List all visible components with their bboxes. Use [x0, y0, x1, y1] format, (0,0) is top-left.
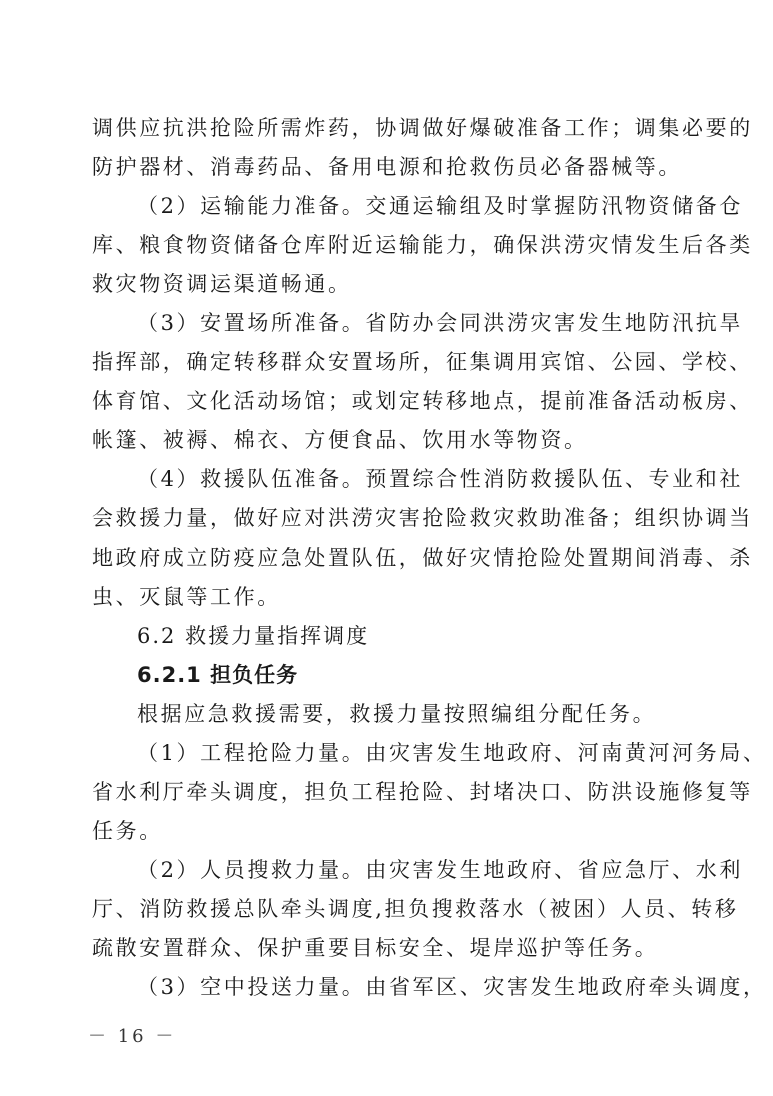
paragraph-line: 体育馆、文化活动场馆；或划定转移地点，提前准备活动板房、: [92, 389, 753, 413]
paragraph-line: （3）空中投送力量。由省军区、灾害发生地政府牵头调度，: [137, 975, 767, 999]
paragraph-line: 疏散安置群众、保护重要目标安全、堤岸巡护等任务。: [92, 936, 659, 960]
paragraph-line: 帐篷、被褥、棉衣、方便食品、饮用水等物资。: [92, 428, 588, 452]
paragraph-line: （2）运输能力准备。交通运输组及时掌握防汛物资储备仓: [137, 194, 743, 218]
paragraph-line: 会救援力量，做好应对洪涝灾害抢险救灾救助准备；组织协调当: [92, 506, 753, 530]
subsection-heading: 6.2.1 担负任务: [137, 663, 299, 687]
paragraph-line: （1）工程抢险力量。由灾害发生地政府、河南黄河河务局、: [137, 741, 767, 765]
paragraph-line: 厅、消防救援总队牵头调度,担负搜救落水（被困）人员、转移: [92, 897, 739, 921]
paragraph-line: 地政府成立防疫应急处置队伍，做好灾情抢险处置期间消毒、杀: [92, 546, 753, 570]
paragraph-line: （3）安置场所准备。省防办会同洪涝灾害发生地防汛抗旱: [137, 311, 743, 335]
section-heading: 6.2 救援力量指挥调度: [137, 624, 370, 648]
page-number: － 16 －: [88, 1026, 177, 1047]
paragraph-line: 库、粮食物资储备仓库附近运输能力，确保洪涝灾情发生后各类: [92, 233, 753, 257]
paragraph-line: 虫、灭鼠等工作。: [92, 585, 281, 609]
paragraph-line: （2）人员搜救力量。由灾害发生地政府、省应急厅、水利: [137, 858, 743, 882]
paragraph-line: （4）救援队伍准备。预置综合性消防救援队伍、专业和社: [137, 467, 743, 491]
paragraph-line: 省水利厅牵头调度，担负工程抢险、封堵决口、防洪设施修复等: [92, 780, 753, 804]
paragraph-line: 任务。: [92, 819, 163, 843]
paragraph-line: 救灾物资调运渠道畅通。: [92, 272, 352, 296]
paragraph-line: 防护器材、消毒药品、备用电源和抢救伤员必备器械等。: [92, 155, 682, 179]
paragraph-line: 调供应抗洪抢险所需炸药，协调做好爆破准备工作；调集必要的: [92, 116, 753, 140]
paragraph-line: 指挥部，确定转移群众安置场所，征集调用宾馆、公园、学校、: [92, 350, 753, 374]
paragraph-line: 根据应急救援需要，救援力量按照编组分配任务。: [137, 702, 657, 726]
